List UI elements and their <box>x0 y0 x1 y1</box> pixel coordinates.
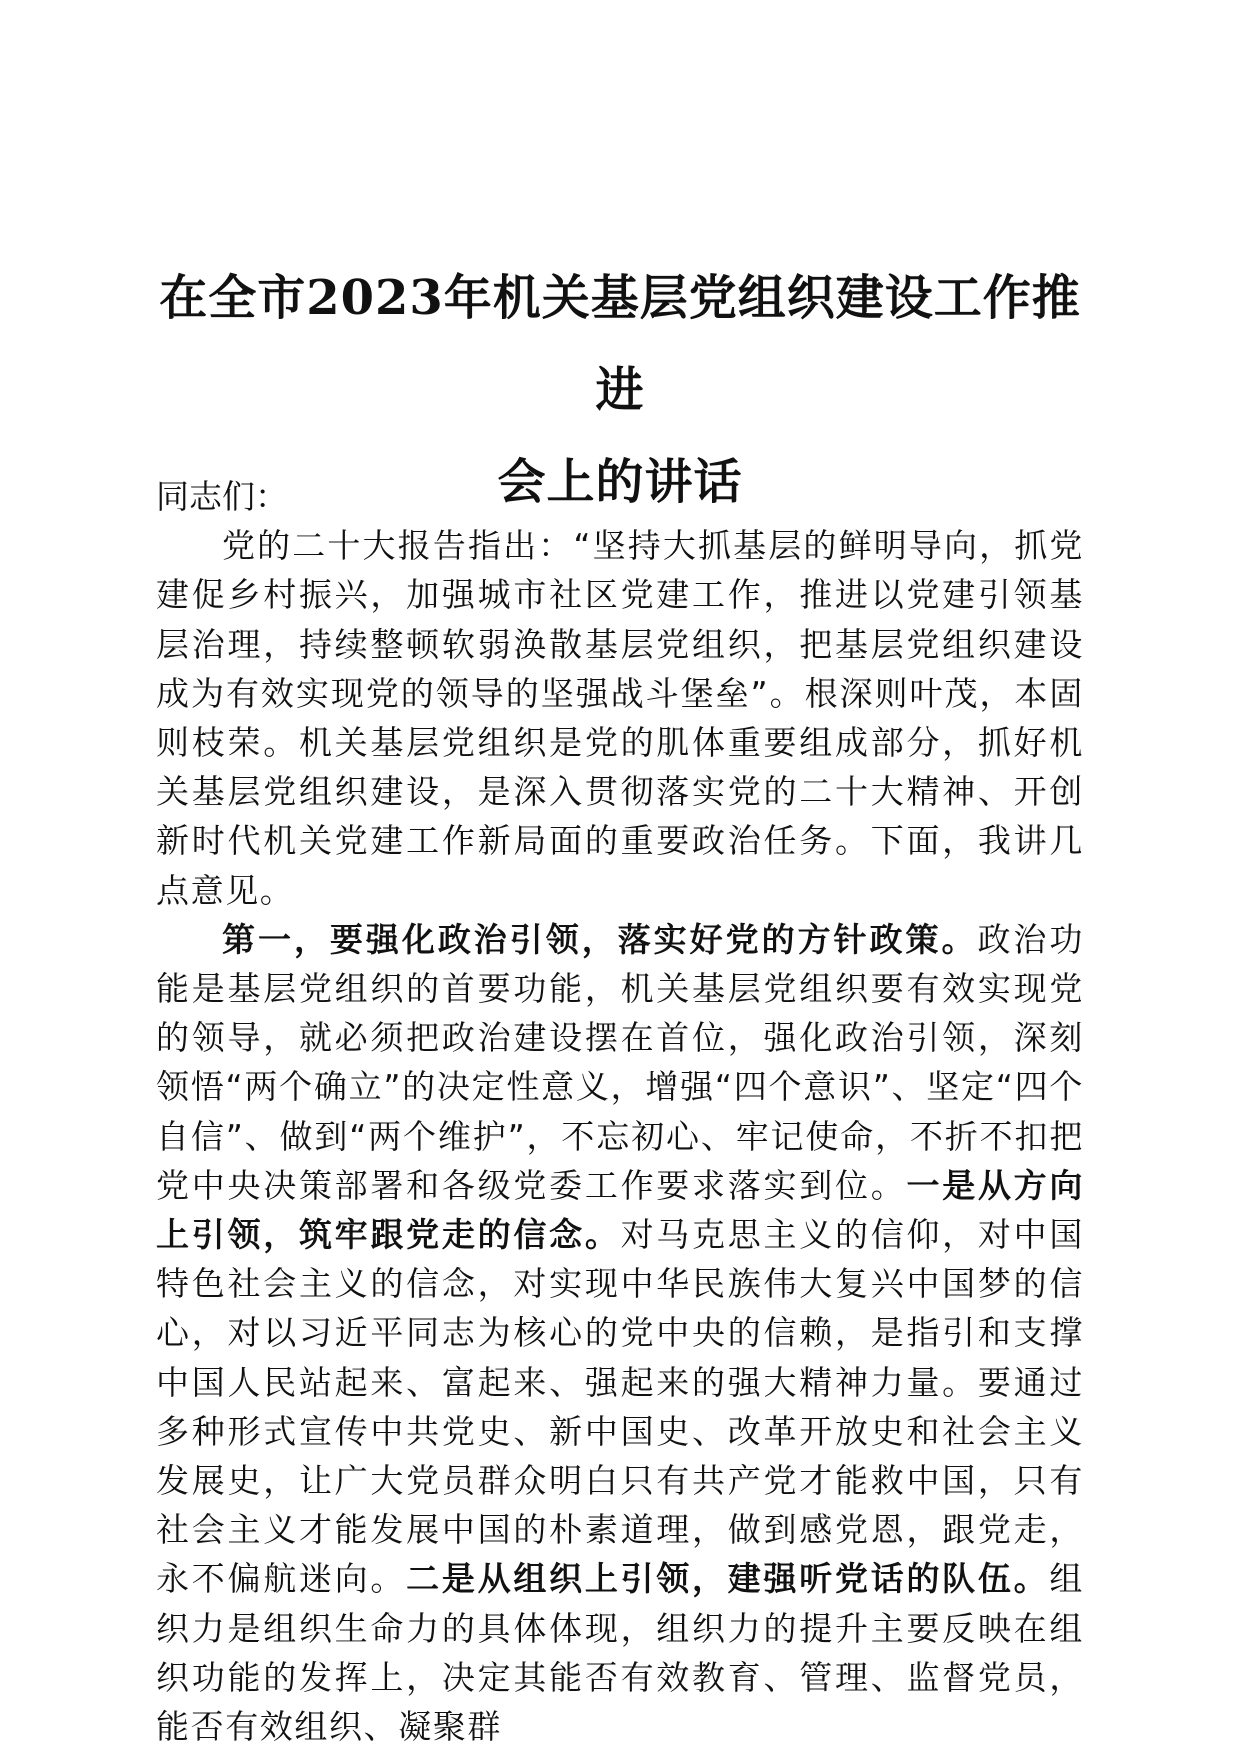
title-line-2: 会上的讲话 <box>497 454 743 511</box>
section-1-paragraph <box>156 915 1084 1751</box>
subpoint-1-heading: 一是从方向上引领，筑牢跟党走的信念。 <box>156 1165 1084 1255</box>
subpoint-2-text: 组织力是组织生命力的具体体现，组织力的提升主要反映在组织功能的发挥上，决定其能否有效教育、管理、监督党员，能否有效组织、凝聚群 <box>156 1559 1084 1747</box>
document-body <box>156 472 1084 1751</box>
subpoint-2-heading: 二是从组织上引领，建强听党话的队伍。 <box>406 1559 1050 1599</box>
intro-paragraph: 党的二十大报告指出：“坚持大抓基层的鲜明导向，抓党建促乡村振兴，加强城市社区党建工作，推进以党建引领基层治理，持续整顿软弱涣散基层党组织，把基层党组织建设成为有效实现党的领导的坚强战斗堡垒”。根深则叶茂，本固则枝荣。机关基层党组织是党的肌体重要组成部分，抓好机关基层党组织建设，是深入贯彻落实党的二十大精神、开创新时代机关党建工作新局面的重要政治任务。下面，我讲几点意见。 <box>156 526 1084 910</box>
subpoint-1-text: 对马克思主义的信仰，对中国特色社会主义的信念，对实现中华民族伟大复兴中国梦的信心，对以习近平同志为核心的党中央的信赖，是指引和支撑中国人民站起来、富起来、强起来的强大精神力量。要通过多种形式宣传中共党史、新中国史、改革开放史和社会主义发展史，让广大党员群众明白只有共产党才能救中国，只有社会主义才能发展中国的朴素道理，做到感党恩，跟党走，永不偏航迷向。 <box>156 1215 1084 1599</box>
salutation: 同志们： <box>156 477 288 516</box>
title-line-1: 在全市2023年机关基层党组织建设工作推进 <box>159 270 1081 419</box>
section-1-heading: 第一，要强化政治引领，落实好党的方针政策。 <box>222 919 978 959</box>
section-1-text: 政治功能是基层党组织的首要功能，机关基层党组织要有效实现党的领导，就必须把政治建设摆在首位，强化政治引领，深刻领悟“两个确立”的决定性意义，增强“四个意识”、坚定“四个自信”、做到“两个维护”，不忘初心、牢记使命，不折不扣把党中央决策部署和各级党委工作要求落实到位。 <box>156 919 1084 1205</box>
